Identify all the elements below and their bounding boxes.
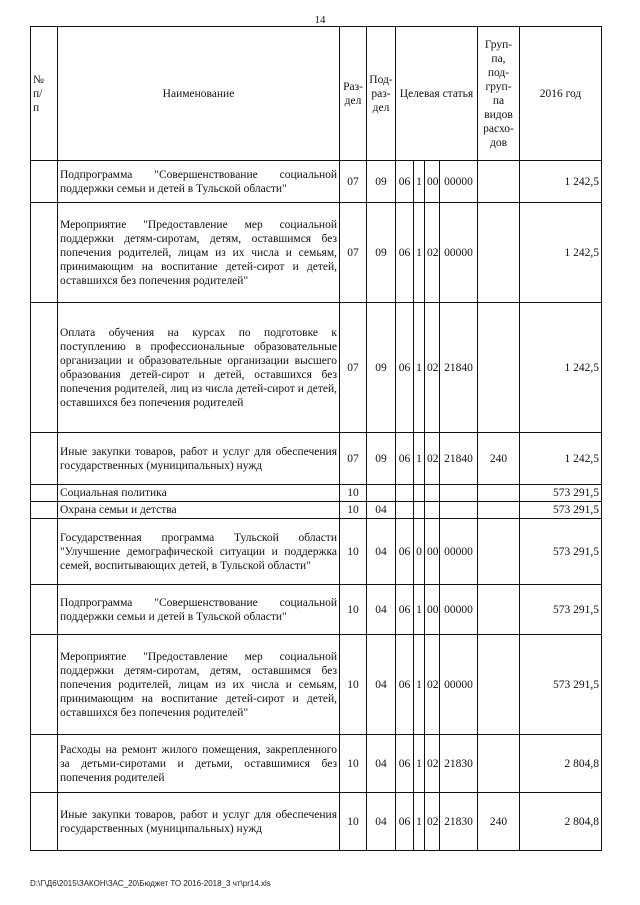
row-amount: 573 291,5 bbox=[520, 519, 602, 585]
row-amount: 2 804,8 bbox=[520, 793, 602, 851]
row-razdel: 07 bbox=[340, 161, 367, 203]
row-razdel: 10 bbox=[340, 635, 367, 735]
header-num: № п/ п bbox=[31, 27, 58, 161]
row-target-3 bbox=[425, 485, 440, 502]
row-target-2: 1 bbox=[414, 203, 425, 303]
row-target-3: 02 bbox=[425, 433, 440, 485]
row-target-3: 02 bbox=[425, 203, 440, 303]
row-amount: 1 242,5 bbox=[520, 303, 602, 433]
row-target-2: 1 bbox=[414, 735, 425, 793]
table-row bbox=[31, 585, 602, 635]
row-num bbox=[31, 585, 58, 635]
row-name: Иные закупки товаров, работ и услуг для обеспечения государственных (муниципальных) нужд bbox=[58, 433, 340, 485]
row-target-1: 06 bbox=[396, 519, 414, 585]
row-podrazdel bbox=[367, 485, 396, 502]
row-razdel: 07 bbox=[340, 203, 367, 303]
row-amount: 1 242,5 bbox=[520, 161, 602, 203]
row-num bbox=[31, 735, 58, 793]
row-target-3 bbox=[425, 502, 440, 519]
row-group bbox=[478, 303, 520, 433]
row-podrazdel: 09 bbox=[367, 433, 396, 485]
row-target-3: 00 bbox=[425, 161, 440, 203]
row-razdel: 10 bbox=[340, 735, 367, 793]
page-number: 14 bbox=[314, 14, 326, 26]
row-target-4: 00000 bbox=[440, 203, 478, 303]
row-name: Оплата обучения на курсах по подготовке к поступлению в профессиональные образовательные организации и образовательные организации высшего образования детей-сирот и детей, оставшихся без попечения родителей, лиц из числа детей-сирот и детей, оставшихся без попечения родителей bbox=[58, 303, 340, 433]
row-num bbox=[31, 161, 58, 203]
row-target-4: 21840 bbox=[440, 433, 478, 485]
row-name: Подпрограмма "Совершенствование социальной поддержки семьи и детей в Тульской области" bbox=[58, 585, 340, 635]
table-row bbox=[31, 502, 602, 519]
row-target-1: 06 bbox=[396, 793, 414, 851]
header-group: Груп- па, под- груп- па видов расхо- дов bbox=[478, 27, 520, 161]
row-name: Социальная политика bbox=[58, 485, 340, 502]
table-row bbox=[31, 433, 602, 485]
row-amount: 2 804,8 bbox=[520, 735, 602, 793]
row-group bbox=[478, 485, 520, 502]
row-target-3: 00 bbox=[425, 519, 440, 585]
row-target-4: 21830 bbox=[440, 793, 478, 851]
header-podrazdel: Под- раз- дел bbox=[367, 27, 396, 161]
row-amount: 573 291,5 bbox=[520, 635, 602, 735]
row-num bbox=[31, 203, 58, 303]
row-podrazdel: 09 bbox=[367, 161, 396, 203]
header-razdel: Раз- дел bbox=[340, 27, 367, 161]
row-target-1: 06 bbox=[396, 303, 414, 433]
row-target-4: 21840 bbox=[440, 303, 478, 433]
row-podrazdel: 04 bbox=[367, 735, 396, 793]
row-amount: 1 242,5 bbox=[520, 203, 602, 303]
row-razdel: 07 bbox=[340, 433, 367, 485]
row-target-2: 1 bbox=[414, 635, 425, 735]
row-target-1 bbox=[396, 485, 414, 502]
row-target-4: 00000 bbox=[440, 161, 478, 203]
row-razdel: 07 bbox=[340, 303, 367, 433]
row-target-2: 1 bbox=[414, 793, 425, 851]
table-row bbox=[31, 793, 602, 851]
row-razdel: 10 bbox=[340, 793, 367, 851]
row-num bbox=[31, 485, 58, 502]
row-target-4: 21830 bbox=[440, 735, 478, 793]
row-target-4 bbox=[440, 485, 478, 502]
row-name: Иные закупки товаров, работ и услуг для обеспечения государственных (муниципальных) нужд bbox=[58, 793, 340, 851]
row-target-2 bbox=[414, 502, 425, 519]
row-num bbox=[31, 635, 58, 735]
row-amount: 573 291,5 bbox=[520, 585, 602, 635]
table-row bbox=[31, 635, 602, 735]
row-podrazdel: 09 bbox=[367, 303, 396, 433]
row-target-4: 00000 bbox=[440, 519, 478, 585]
row-num bbox=[31, 502, 58, 519]
row-podrazdel: 04 bbox=[367, 635, 396, 735]
row-target-3: 02 bbox=[425, 735, 440, 793]
row-target-2: 0 bbox=[414, 519, 425, 585]
table-row bbox=[31, 303, 602, 433]
row-target-4 bbox=[440, 502, 478, 519]
row-podrazdel: 04 bbox=[367, 585, 396, 635]
row-podrazdel: 04 bbox=[367, 502, 396, 519]
row-target-3: 02 bbox=[425, 303, 440, 433]
row-group bbox=[478, 585, 520, 635]
row-target-1: 06 bbox=[396, 635, 414, 735]
row-name: Государственная программа Тульской области "Улучшение демографической ситуации и поддержка семей, воспитывающих детей, в Тульской области" bbox=[58, 519, 340, 585]
row-amount: 1 242,5 bbox=[520, 433, 602, 485]
row-amount: 573 291,5 bbox=[520, 502, 602, 519]
row-target-2 bbox=[414, 485, 425, 502]
row-group bbox=[478, 203, 520, 303]
header-name: Наименование bbox=[58, 27, 340, 161]
row-target-2: 1 bbox=[414, 585, 425, 635]
row-num bbox=[31, 519, 58, 585]
row-num bbox=[31, 303, 58, 433]
table-row bbox=[31, 161, 602, 203]
row-target-4: 00000 bbox=[440, 635, 478, 735]
row-razdel: 10 bbox=[340, 502, 367, 519]
table-row bbox=[31, 203, 602, 303]
row-target-3: 02 bbox=[425, 793, 440, 851]
row-target-3: 00 bbox=[425, 585, 440, 635]
row-name: Подпрограмма "Совершенствование социальной поддержки семьи и детей в Тульской области" bbox=[58, 161, 340, 203]
row-target-4: 00000 bbox=[440, 585, 478, 635]
row-razdel: 10 bbox=[340, 485, 367, 502]
row-target-2: 1 bbox=[414, 433, 425, 485]
row-num bbox=[31, 433, 58, 485]
row-razdel: 10 bbox=[340, 585, 367, 635]
table-row bbox=[31, 485, 602, 502]
row-target-1: 06 bbox=[396, 203, 414, 303]
table-row bbox=[31, 735, 602, 793]
table-body bbox=[31, 161, 602, 851]
row-group bbox=[478, 635, 520, 735]
header-year: 2016 год bbox=[520, 27, 602, 161]
row-target-1 bbox=[396, 502, 414, 519]
row-podrazdel: 09 bbox=[367, 203, 396, 303]
table-row bbox=[31, 519, 602, 585]
row-podrazdel: 04 bbox=[367, 793, 396, 851]
row-group bbox=[478, 735, 520, 793]
row-podrazdel: 04 bbox=[367, 519, 396, 585]
row-target-1: 06 bbox=[396, 735, 414, 793]
row-group: 240 bbox=[478, 793, 520, 851]
row-num bbox=[31, 793, 58, 851]
file-path-footer: D:\Г\Д6\2015\ЗАКОН\ЗАС_20\Бюджет ТО 2016-2018_3 чт\pr14.xls bbox=[30, 879, 271, 888]
table-header-row bbox=[31, 27, 602, 161]
row-target-1: 06 bbox=[396, 433, 414, 485]
row-target-2: 1 bbox=[414, 303, 425, 433]
row-target-3: 02 bbox=[425, 635, 440, 735]
row-group: 240 bbox=[478, 433, 520, 485]
header-target: Целевая статья bbox=[396, 27, 478, 161]
row-razdel: 10 bbox=[340, 519, 367, 585]
row-group bbox=[478, 519, 520, 585]
budget-table bbox=[30, 26, 602, 851]
row-target-2: 1 bbox=[414, 161, 425, 203]
row-target-1: 06 bbox=[396, 161, 414, 203]
row-name: Мероприятие "Предоставление мер социальной поддержки детям-сиротам, детям, оставшимся без попечения родителей, лицам из их числа и семьям, принимающим на воспитание детей-сирот и детей, оставшихся без попечения родителей" bbox=[58, 203, 340, 303]
row-target-1: 06 bbox=[396, 585, 414, 635]
row-name: Расходы на ремонт жилого помещения, закрепленного за детьми-сиротами и детьми, оставшимися без попечения родителей bbox=[58, 735, 340, 793]
row-group bbox=[478, 502, 520, 519]
row-amount: 573 291,5 bbox=[520, 485, 602, 502]
row-group bbox=[478, 161, 520, 203]
row-name: Мероприятие "Предоставление мер социальной поддержки детям-сиротам, детям, оставшимся без попечения родителей, лицам из их числа и семьям, принимающим на воспитание детей-сирот и детей, оставшихся без попечения родителей" bbox=[58, 635, 340, 735]
row-name: Охрана семьи и детства bbox=[58, 502, 340, 519]
